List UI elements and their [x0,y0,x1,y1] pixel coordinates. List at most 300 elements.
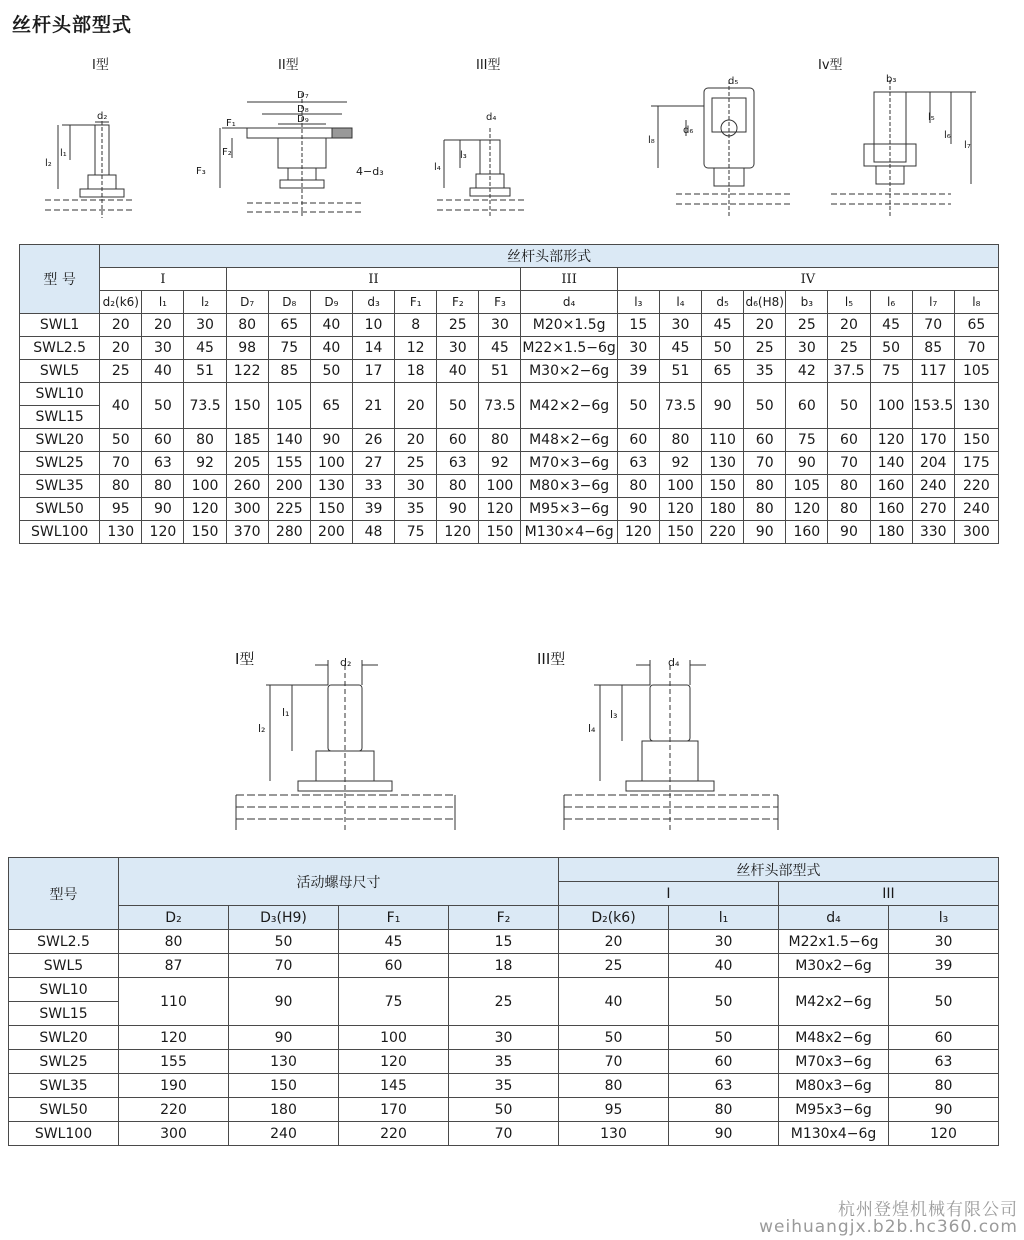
value-cell: 80 [669,1098,779,1122]
table2-body [9,930,999,1146]
value-cell: 150 [702,475,744,498]
watermark-company: 杭州登煌机械有限公司 [838,1200,1018,1220]
value-cell: 80 [184,429,226,452]
value-cell: 150 [226,383,268,429]
value-cell: 80 [119,930,229,954]
value-cell: 330 [912,521,954,544]
value-cell: 120 [617,521,659,544]
value-cell: 204 [912,452,954,475]
table-row [9,978,999,1002]
value-cell: 120 [119,1026,229,1050]
value-cell: 80 [437,475,479,498]
value-cell: M30x2−6g [779,954,889,978]
bottom-type-iii-label: III型 [537,650,566,668]
column-header: l₂ [184,291,226,314]
value-cell: 73.5 [479,383,521,429]
value-cell: 50 [828,383,870,429]
column-header: l₄ [659,291,701,314]
type-i-header: I [559,882,779,906]
value-cell: 120 [786,498,828,521]
dim-D8: D₈ [297,104,309,115]
model-cell: SWL100 [20,521,100,544]
value-cell: 70 [449,1122,559,1146]
bottom-dim-l4: l₄ [588,722,596,735]
column-header: D₂ [119,906,229,930]
type-iii-header: III [779,882,999,906]
value-cell: 63 [889,1050,999,1074]
value-cell: 95 [559,1098,669,1122]
value-cell: 92 [659,452,701,475]
column-header: d₄ [521,291,617,314]
value-cell: 39 [889,954,999,978]
value-cell: 300 [119,1122,229,1146]
model-cell: SWL20 [9,1026,119,1050]
value-cell: 92 [479,452,521,475]
value-cell: 40 [669,954,779,978]
value-cell: 51 [479,360,521,383]
value-cell: 60 [828,429,870,452]
value-cell: 60 [744,429,786,452]
table-row [20,429,999,452]
group-header: 丝杆头部形式 [100,245,999,268]
value-cell: 15 [617,314,659,337]
dim-D7: D₇ [297,90,309,101]
value-cell: 130 [559,1122,669,1146]
column-header: d₂(k6) [100,291,142,314]
value-cell: M48x2−6g [779,1026,889,1050]
value-cell: 95 [100,498,142,521]
value-cell: 50 [449,1098,559,1122]
value-cell: 12 [395,337,437,360]
value-cell: 45 [659,337,701,360]
value-cell: 220 [339,1122,449,1146]
type-i-drawing [40,100,140,220]
table-row [20,498,999,521]
value-cell: 85 [912,337,954,360]
type-iv-label: Iv型 [818,58,843,73]
value-cell: 70 [954,337,998,360]
model-header: 型号 [9,858,119,930]
model-cell: SWL5 [20,360,100,383]
value-cell: 200 [268,475,310,498]
value-cell: 80 [617,475,659,498]
value-cell: M70×3−6g [521,452,617,475]
value-cell: 30 [659,314,701,337]
value-cell: 14 [352,337,394,360]
column-header: F₂ [449,906,559,930]
value-cell: 80 [559,1074,669,1098]
value-cell: 40 [142,360,184,383]
value-cell: 120 [184,498,226,521]
dim-holes: 4−d₃ [356,165,384,178]
value-cell: 117 [912,360,954,383]
value-cell: 50 [870,337,912,360]
value-cell: 140 [870,452,912,475]
value-cell: 70 [559,1050,669,1074]
value-cell: 120 [437,521,479,544]
value-cell: 90 [142,498,184,521]
bottom-dim-l2: l₂ [258,722,266,735]
column-header: d₆(H8) [744,291,786,314]
value-cell: 25 [786,314,828,337]
column-header: F₂ [437,291,479,314]
watermark-site: weihuangjx.b2b.hc360.com [759,1217,1018,1237]
value-cell: 75 [786,429,828,452]
value-cell: 130 [702,452,744,475]
value-cell: 50 [744,383,786,429]
value-cell: 150 [954,429,998,452]
bottom-dim-d2: d₂ [340,656,352,669]
dim-F3: F₃ [196,166,206,177]
value-cell: 90 [744,521,786,544]
value-cell: 30 [669,930,779,954]
value-cell: 80 [744,498,786,521]
value-cell: 120 [659,498,701,521]
value-cell: 150 [229,1074,339,1098]
value-cell: 63 [437,452,479,475]
value-cell: 25 [744,337,786,360]
dim-l7: l₇ [964,140,971,151]
value-cell: 35 [395,498,437,521]
value-cell: 120 [889,1122,999,1146]
value-cell: 85 [268,360,310,383]
value-cell: 60 [889,1026,999,1050]
value-cell: 25 [437,314,479,337]
value-cell: 30 [786,337,828,360]
dim-d6: d₆ [683,125,694,136]
model-cell: SWL15 [9,1002,119,1026]
value-cell: 80 [889,1074,999,1098]
model-cell: SWL15 [20,406,100,429]
value-cell: 160 [870,498,912,521]
value-cell: 153.5 [912,383,954,429]
nut-spec-table [8,857,999,1146]
value-cell: 87 [119,954,229,978]
value-cell: 80 [744,475,786,498]
model-cell: SWL2.5 [20,337,100,360]
value-cell: 20 [828,314,870,337]
value-cell: M130×4−6g [521,521,617,544]
value-cell: 30 [479,314,521,337]
value-cell: 155 [119,1050,229,1074]
value-cell: 120 [142,521,184,544]
value-cell: 50 [142,383,184,429]
value-cell: 20 [744,314,786,337]
model-cell: SWL50 [20,498,100,521]
bottom-dim-d4: d₄ [668,656,680,669]
type-iii-header: III [521,268,617,291]
value-cell: 50 [669,978,779,1026]
bottom-type-i-drawing [230,655,465,835]
value-cell: 50 [889,978,999,1026]
bottom-type-iii-drawing [560,655,785,835]
table-row [20,452,999,475]
column-header: D₉ [310,291,352,314]
value-cell: 90 [437,498,479,521]
table-row [20,360,999,383]
model-cell: SWL25 [9,1050,119,1074]
value-cell: 110 [119,978,229,1026]
value-cell: 120 [339,1050,449,1074]
column-header: b₃ [786,291,828,314]
table-row [20,383,999,406]
value-cell: 60 [437,429,479,452]
value-cell: 75 [870,360,912,383]
value-cell: 75 [339,978,449,1026]
type-iii-label: III型 [476,58,501,73]
value-cell: 130 [229,1050,339,1074]
value-cell: 25 [828,337,870,360]
value-cell: 70 [912,314,954,337]
type-ii-label: II型 [278,58,299,73]
model-cell: SWL1 [20,314,100,337]
value-cell: 300 [226,498,268,521]
value-cell: 51 [659,360,701,383]
value-cell: 220 [119,1098,229,1122]
value-cell: M48×2−6g [521,429,617,452]
value-cell: 98 [226,337,268,360]
value-cell: 39 [352,498,394,521]
table-row [9,954,999,978]
value-cell: 48 [352,521,394,544]
value-cell: 65 [268,314,310,337]
value-cell: 30 [437,337,479,360]
value-cell: 220 [702,521,744,544]
value-cell: 190 [119,1074,229,1098]
column-header: D₇ [226,291,268,314]
value-cell: 70 [828,452,870,475]
value-cell: 170 [912,429,954,452]
value-cell: 26 [352,429,394,452]
value-cell: 73.5 [184,383,226,429]
value-cell: 40 [559,978,669,1026]
value-cell: 100 [479,475,521,498]
value-cell: 80 [828,498,870,521]
value-cell: 45 [479,337,521,360]
nut-header: 活动螺母尺寸 [119,858,559,906]
value-cell: 80 [226,314,268,337]
value-cell: 30 [142,337,184,360]
type-ii-header: II [226,268,521,291]
value-cell: 35 [449,1074,559,1098]
value-cell: 180 [870,521,912,544]
column-header: l₃ [889,906,999,930]
value-cell: 80 [100,475,142,498]
head-type-spec-table [19,244,999,544]
value-cell: 130 [954,383,998,429]
model-cell: SWL35 [9,1074,119,1098]
value-cell: 20 [395,429,437,452]
value-cell: 70 [229,954,339,978]
value-cell: 150 [479,521,521,544]
value-cell: 30 [889,930,999,954]
head-type-header: 丝杆头部型式 [559,858,999,882]
table-row [9,1074,999,1098]
column-header: F₃ [479,291,521,314]
value-cell: 65 [310,383,352,429]
value-cell: 50 [702,337,744,360]
value-cell: M80x3−6g [779,1074,889,1098]
value-cell: 175 [954,452,998,475]
value-cell: 170 [339,1098,449,1122]
table-row [20,521,999,544]
value-cell: 35 [449,1050,559,1074]
value-cell: 15 [449,930,559,954]
value-cell: 105 [954,360,998,383]
value-cell: 50 [229,930,339,954]
value-cell: 240 [229,1122,339,1146]
value-cell: 200 [310,521,352,544]
value-cell: 150 [184,521,226,544]
value-cell: 90 [617,498,659,521]
value-cell: 92 [184,452,226,475]
value-cell: 33 [352,475,394,498]
value-cell: 65 [702,360,744,383]
model-header: 型 号 [20,245,100,314]
value-cell: 185 [226,429,268,452]
column-header: l₅ [828,291,870,314]
table-row [9,1050,999,1074]
value-cell: 90 [786,452,828,475]
value-cell: 90 [828,521,870,544]
value-cell: 270 [912,498,954,521]
type-iii-drawing [432,108,532,220]
value-cell: 105 [268,383,310,429]
value-cell: M42×2−6g [521,383,617,429]
value-cell: 10 [352,314,394,337]
column-header: l₁ [142,291,184,314]
value-cell: 80 [142,475,184,498]
type-i-header: I [100,268,226,291]
value-cell: 45 [184,337,226,360]
value-cell: 80 [659,429,701,452]
type-i-label: I型 [92,58,109,73]
column-header: D₈ [268,291,310,314]
value-cell: 40 [100,383,142,429]
value-cell: 130 [100,521,142,544]
model-cell: SWL2.5 [9,930,119,954]
value-cell: 75 [268,337,310,360]
value-cell: 130 [310,475,352,498]
value-cell: 17 [352,360,394,383]
model-cell: SWL35 [20,475,100,498]
dim-D9: D₉ [297,114,309,125]
bottom-dim-l3: l₃ [610,708,618,721]
value-cell: 205 [226,452,268,475]
dim-F2: F₂ [222,147,232,158]
value-cell: 50 [559,1026,669,1050]
value-cell: M20×1.5g [521,314,617,337]
value-cell: M70x3−6g [779,1050,889,1074]
column-header: F₁ [339,906,449,930]
dim-l6: l₆ [944,130,951,141]
value-cell: 30 [449,1026,559,1050]
table-row [20,475,999,498]
dim-d5: d₅ [728,76,739,87]
value-cell: 370 [226,521,268,544]
value-cell: 37.5 [828,360,870,383]
table-row [9,1026,999,1050]
value-cell: 30 [395,475,437,498]
value-cell: M80×3−6g [521,475,617,498]
value-cell: 100 [659,475,701,498]
value-cell: 90 [669,1122,779,1146]
value-cell: 20 [100,337,142,360]
value-cell: 30 [617,337,659,360]
value-cell: 20 [100,314,142,337]
value-cell: 42 [786,360,828,383]
table-row [20,314,999,337]
column-header: l₈ [954,291,998,314]
value-cell: 8 [395,314,437,337]
value-cell: 110 [702,429,744,452]
table-row [9,1122,999,1146]
dim-l2: l₂ [45,158,52,169]
value-cell: 100 [310,452,352,475]
value-cell: 155 [268,452,310,475]
column-header: d₅ [702,291,744,314]
value-cell: 40 [310,337,352,360]
value-cell: 20 [142,314,184,337]
value-cell: 50 [669,1026,779,1050]
value-cell: 63 [617,452,659,475]
model-cell: SWL100 [9,1122,119,1146]
page-title: 丝杆头部型式 [12,14,133,36]
type-iv-header: IV [617,268,998,291]
dim-F1: F₁ [226,118,236,129]
column-header: l₆ [870,291,912,314]
value-cell: 27 [352,452,394,475]
value-cell: 51 [184,360,226,383]
value-cell: 90 [702,383,744,429]
value-cell: 105 [786,475,828,498]
value-cell: 75 [395,521,437,544]
table1-body [20,314,999,544]
value-cell: 50 [310,360,352,383]
value-cell: 90 [310,429,352,452]
value-cell: 25 [559,954,669,978]
value-cell: 30 [184,314,226,337]
value-cell: 280 [268,521,310,544]
value-cell: 240 [954,498,998,521]
dim-d2: d₂ [97,111,108,122]
column-header: D₃(H9) [229,906,339,930]
dim-l3: l₃ [460,150,467,161]
model-cell: SWL5 [9,954,119,978]
value-cell: 100 [870,383,912,429]
value-cell: M30×2−6g [521,360,617,383]
table-row [9,1098,999,1122]
model-cell: SWL50 [9,1098,119,1122]
value-cell: 40 [437,360,479,383]
value-cell: 300 [954,521,998,544]
dim-l8: l₈ [648,135,655,146]
value-cell: 60 [339,954,449,978]
value-cell: 240 [912,475,954,498]
value-cell: 90 [229,1026,339,1050]
value-cell: 73.5 [659,383,701,429]
value-cell: 60 [142,429,184,452]
column-header: F₁ [395,291,437,314]
value-cell: 45 [870,314,912,337]
value-cell: 180 [702,498,744,521]
value-cell: 122 [226,360,268,383]
value-cell: 18 [395,360,437,383]
value-cell: 90 [229,978,339,1026]
value-cell: 100 [184,475,226,498]
dim-l1: l₁ [60,148,67,159]
value-cell: 220 [954,475,998,498]
